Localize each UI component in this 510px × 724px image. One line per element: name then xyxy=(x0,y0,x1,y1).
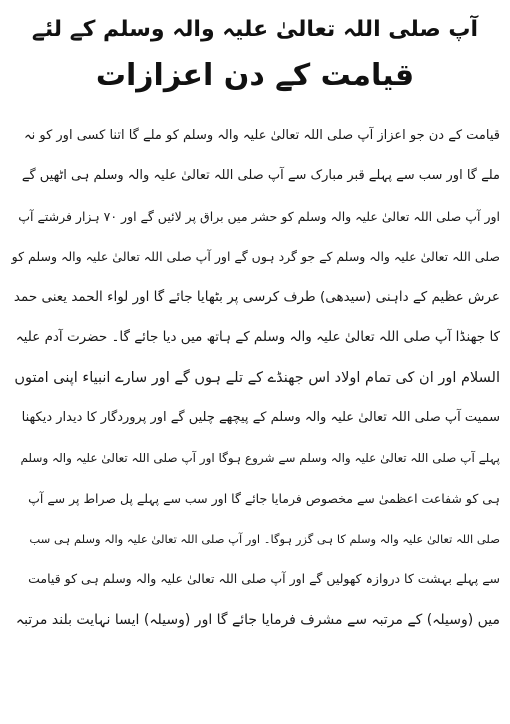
body-line: ہی کو شفاعت اعظمیٰ سے مخصوص فرمایا جائے گا اور سب سے پہلے پل صراط پر سے آپ xyxy=(28,490,500,506)
body-line: میں (وسیلہ) کے مرتبہ سے مشرف فرمایا جائے گا اور (وسیلہ) ایسا نہایت بلند مرتبہ xyxy=(15,611,500,628)
body-line: السلام اور ان کی تمام اولاد اس جھنڈے کے تلے ہوں گے اور سارے انبیاء اپنی امتوں xyxy=(14,369,500,386)
body-line: سمیت آپ صلی اللہ تعالیٰ علیہ والہ وسلم کے پیچھے چلیں گے اور پروردگار کا دیدار دیکھنا xyxy=(21,410,500,426)
body-line: صلی اللہ تعالیٰ علیہ والہ وسلم کا ہی گزر ہوگا۔ اور آپ صلی اللہ تعالیٰ علیہ والہ وسلم ہی سب xyxy=(29,531,500,546)
body-line: سے پہلے بہشت کا دروازہ کھولیں گے اور آپ صلی اللہ تعالیٰ علیہ والہ وسلم ہی کو قیامت xyxy=(28,571,500,587)
body-line: کا جھنڈا آپ صلی اللہ تعالیٰ علیہ والہ وسلم کے ہاتھ میں دیا جائے گا۔ حضرت آدم علیہ xyxy=(15,329,500,346)
body-line: صلی اللہ تعالیٰ علیہ والہ وسلم کے جو گرد ہوں گے اور آپ صلی اللہ تعالیٰ علیہ والہ وسلم کو xyxy=(11,248,500,264)
title-block xyxy=(10,10,500,102)
body-line: پہلے آپ صلی اللہ تعالیٰ علیہ والہ وسلم سے شروع ہوگا اور آپ صلی اللہ تعالیٰ علیہ والہ وسلم xyxy=(20,451,500,466)
body-line: عرش عظیم کے داہنی (سیدھی) طرف کرسی پر بٹھایا جائے گا اور لواء الحمد یعنی حمد xyxy=(13,289,500,306)
body-line: اور آپ صلی اللہ تعالیٰ علیہ والہ وسلم کو حشر میں براق پر لائیں گے اور ۷۰ ہزار فرشتے آپ xyxy=(18,208,500,224)
body-line: قیامت کے دن جو اعزاز آپ صلی اللہ تعالیٰ علیہ والہ وسلم کو ملے گا اتنا کسی اور کو نہ xyxy=(23,128,500,143)
article-body xyxy=(10,116,500,640)
title-line-2: قیامت کے دن اعزازات xyxy=(95,58,415,93)
body-line: ملے گا اور سب سے پہلے قبر مبارک سے آپ صلی اللہ تعالیٰ علیہ والہ وسلم ہی اٹھیں گے xyxy=(21,168,500,184)
title-line-1: آپ صلی اللہ تعالیٰ علیہ والہ وسلم کے لئے xyxy=(31,17,479,42)
